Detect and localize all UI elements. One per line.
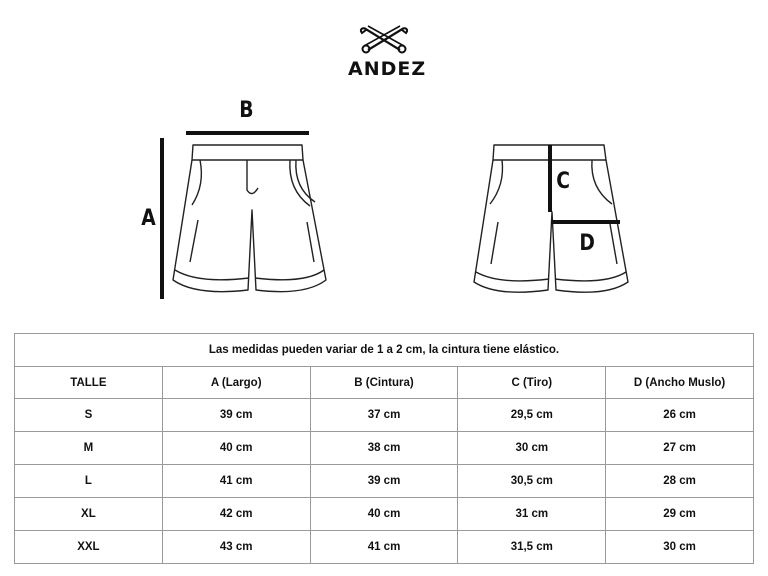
cell-b: 40 cm — [310, 498, 458, 531]
table-row — [15, 465, 754, 498]
cell-b: 38 cm — [310, 432, 458, 465]
cell-size: S — [15, 399, 163, 432]
cell-size: XXL — [15, 531, 163, 564]
table-note: Las medidas pueden variar de 1 a 2 cm, la cintura tiene elástico. — [15, 334, 754, 367]
cell-a: 40 cm — [162, 432, 310, 465]
table-row — [15, 432, 754, 465]
header-talle: TALLE — [15, 367, 163, 399]
front-shorts-drawing — [173, 145, 326, 292]
cell-a: 39 cm — [162, 399, 310, 432]
table-row — [15, 399, 754, 432]
table-header-row — [15, 367, 754, 399]
cell-d: 29 cm — [606, 498, 754, 531]
label-a: A — [141, 206, 156, 231]
cell-a: 42 cm — [162, 498, 310, 531]
cell-c: 29,5 cm — [458, 399, 606, 432]
cell-size: L — [15, 465, 163, 498]
label-b: B — [239, 98, 254, 123]
cell-c: 31,5 cm — [458, 531, 606, 564]
label-d: D — [579, 231, 595, 256]
cell-d: 28 cm — [606, 465, 754, 498]
table-row — [15, 531, 754, 564]
cell-d: 26 cm — [606, 399, 754, 432]
cell-d: 27 cm — [606, 432, 754, 465]
cell-b: 37 cm — [310, 399, 458, 432]
cell-c: 31 cm — [458, 498, 606, 531]
cell-c: 30 cm — [458, 432, 606, 465]
crossed-safety-pins-icon — [354, 24, 414, 56]
cell-size: XL — [15, 498, 163, 531]
cell-c: 30,5 cm — [458, 465, 606, 498]
table-row — [15, 498, 754, 531]
header-d-ancho-muslo: D (Ancho Muslo) — [606, 367, 754, 399]
header-b-cintura: B (Cintura) — [310, 367, 458, 399]
label-c: C — [556, 169, 570, 194]
cell-d: 30 cm — [606, 531, 754, 564]
cell-a: 41 cm — [162, 465, 310, 498]
cell-b: 39 cm — [310, 465, 458, 498]
shorts-measurement-diagram — [0, 95, 768, 310]
brand-logo — [348, 24, 427, 82]
cell-a: 43 cm — [162, 531, 310, 564]
cell-size: M — [15, 432, 163, 465]
size-chart-table — [14, 333, 754, 564]
header-a-largo: A (Largo) — [162, 367, 310, 399]
cell-b: 41 cm — [310, 531, 458, 564]
header-c-tiro: C (Tiro) — [458, 367, 606, 399]
brand-name: ANDEZ — [348, 58, 427, 80]
